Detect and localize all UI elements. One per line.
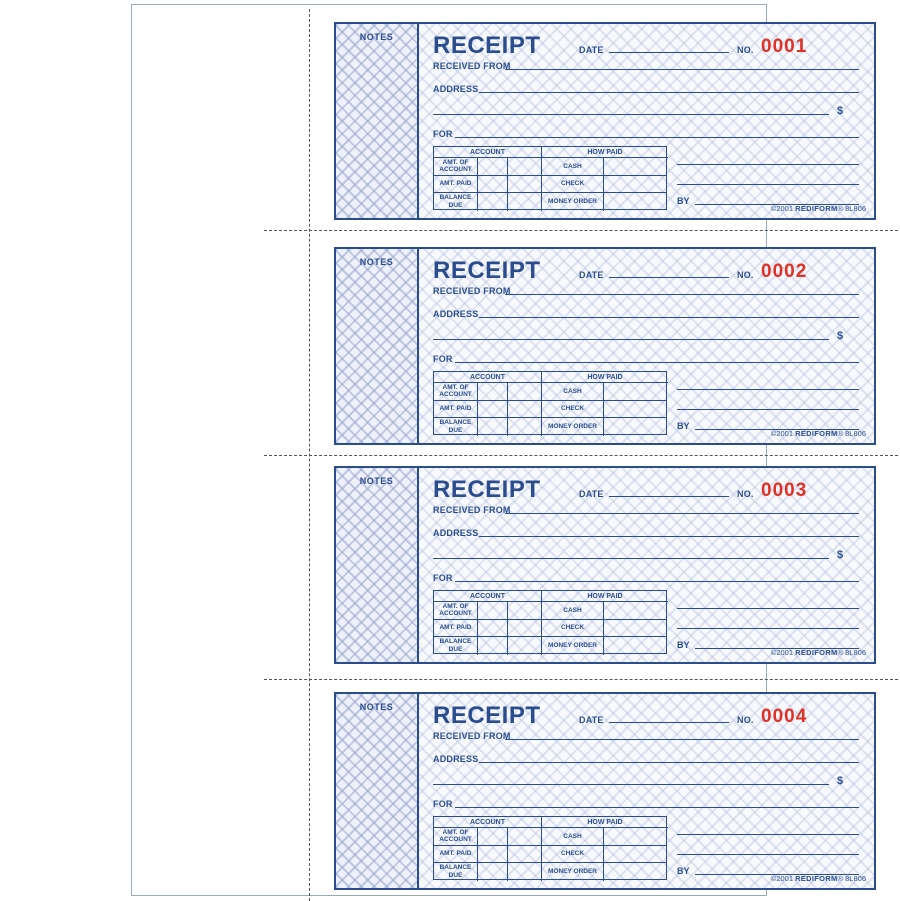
amount-cell[interactable] bbox=[478, 602, 508, 619]
address-line-2[interactable] bbox=[433, 558, 829, 559]
receipt-card bbox=[334, 247, 876, 445]
cents-cell[interactable] bbox=[508, 620, 542, 637]
notes-label: NOTES bbox=[359, 476, 394, 486]
address-label: ADDRESS bbox=[433, 84, 479, 94]
table-row bbox=[434, 637, 666, 655]
row-label-balance-due: BALANCE DUE bbox=[434, 637, 478, 655]
table-row bbox=[434, 846, 666, 864]
date-label: DATE bbox=[579, 489, 604, 499]
cents-cell[interactable] bbox=[508, 176, 542, 193]
row-label-check: CHECK bbox=[542, 620, 604, 637]
signature-line-1[interactable] bbox=[677, 608, 859, 609]
address-line-1[interactable] bbox=[479, 762, 859, 763]
address-line-1[interactable] bbox=[479, 92, 859, 93]
cents-cell[interactable] bbox=[508, 828, 542, 845]
date-line[interactable] bbox=[609, 722, 729, 723]
row-label-balance-due: BALANCE DUE bbox=[434, 193, 478, 211]
table-row bbox=[434, 383, 666, 401]
receipt-card bbox=[334, 692, 876, 890]
row-label-check: CHECK bbox=[542, 401, 604, 418]
receipt-title: RECEIPT bbox=[433, 702, 541, 729]
table-row bbox=[434, 158, 666, 176]
copyright-notice bbox=[771, 429, 866, 438]
row-label-amt-paid: AMT. PAID bbox=[434, 176, 478, 193]
copyright-notice bbox=[771, 874, 866, 883]
copyright-year: ©2001 bbox=[770, 429, 794, 438]
address-line-2[interactable] bbox=[433, 339, 829, 340]
table-row bbox=[434, 193, 666, 211]
how-paid-cell[interactable] bbox=[604, 863, 666, 881]
number-label: NO. bbox=[737, 489, 754, 499]
row-label-money-order: MONEY ORDER bbox=[542, 863, 604, 881]
receipt-body bbox=[419, 468, 874, 662]
payment-table bbox=[433, 146, 667, 210]
brand-name: REDIFORM bbox=[795, 204, 838, 213]
row-label-amt-paid: AMT. PAID bbox=[434, 846, 478, 863]
how-paid-cell[interactable] bbox=[604, 828, 666, 845]
how-paid-cell[interactable] bbox=[604, 383, 666, 400]
row-label-amt-of-account: AMT. OF ACCOUNT bbox=[434, 383, 478, 400]
amount-cell[interactable] bbox=[478, 383, 508, 400]
cents-cell[interactable] bbox=[508, 158, 542, 175]
notes-label: NOTES bbox=[359, 257, 394, 267]
how-paid-cell[interactable] bbox=[604, 637, 666, 655]
how-paid-cell[interactable] bbox=[604, 620, 666, 637]
signature-line-2[interactable] bbox=[677, 184, 859, 185]
payment-table bbox=[433, 816, 667, 880]
cents-cell[interactable] bbox=[508, 418, 542, 436]
payment-table bbox=[433, 371, 667, 435]
form-number: 8L806 bbox=[845, 204, 866, 213]
receipt-number: 0003 bbox=[761, 480, 808, 501]
table-row bbox=[434, 176, 666, 194]
received-from-line[interactable] bbox=[505, 69, 859, 70]
signature-line-2[interactable] bbox=[677, 628, 859, 629]
receipt-title: RECEIPT bbox=[433, 32, 541, 59]
how-paid-cell[interactable] bbox=[604, 176, 666, 193]
amount-cell[interactable] bbox=[478, 176, 508, 193]
table-header-how-paid: HOW PAID bbox=[542, 817, 668, 828]
copyright-notice bbox=[771, 648, 866, 657]
brand-name: REDIFORM bbox=[795, 648, 838, 657]
address-label: ADDRESS bbox=[433, 754, 479, 764]
for-label: FOR bbox=[433, 129, 453, 139]
received-from-line[interactable] bbox=[505, 739, 859, 740]
form-number: 8L806 bbox=[845, 648, 866, 657]
receipt-body bbox=[419, 24, 874, 218]
received-from-label: RECEIVED FROM bbox=[433, 505, 511, 515]
amount-cell[interactable] bbox=[478, 846, 508, 863]
dollar-sign: $ bbox=[837, 105, 844, 117]
form-number: 8L806 bbox=[845, 429, 866, 438]
by-label: BY bbox=[677, 866, 690, 876]
amount-cell[interactable] bbox=[478, 401, 508, 418]
registered-mark: ® bbox=[837, 648, 844, 657]
row-label-amt-of-account: AMT. OF ACCOUNT bbox=[434, 158, 478, 175]
cents-cell[interactable] bbox=[508, 863, 542, 881]
registered-mark: ® bbox=[837, 874, 844, 883]
row-label-money-order: MONEY ORDER bbox=[542, 193, 604, 211]
by-label: BY bbox=[677, 196, 690, 206]
table-row bbox=[434, 863, 666, 881]
notes-column bbox=[336, 694, 419, 888]
address-line-1[interactable] bbox=[479, 317, 859, 318]
date-label: DATE bbox=[579, 715, 604, 725]
payment-table bbox=[433, 590, 667, 654]
row-label-amt-paid: AMT. PAID bbox=[434, 401, 478, 418]
date-label: DATE bbox=[579, 45, 604, 55]
address-label: ADDRESS bbox=[433, 528, 479, 538]
cents-cell[interactable] bbox=[508, 602, 542, 619]
amount-cell[interactable] bbox=[478, 158, 508, 175]
row-label-balance-due: BALANCE DUE bbox=[434, 863, 478, 881]
address-line-1[interactable] bbox=[479, 536, 859, 537]
number-label: NO. bbox=[737, 45, 754, 55]
date-label: DATE bbox=[579, 270, 604, 280]
cents-cell[interactable] bbox=[508, 401, 542, 418]
table-row bbox=[434, 602, 666, 620]
row-label-cash: CASH bbox=[542, 602, 604, 619]
amount-cell[interactable] bbox=[478, 193, 508, 211]
received-from-label: RECEIVED FROM bbox=[433, 61, 511, 71]
row-label-money-order: MONEY ORDER bbox=[542, 418, 604, 436]
address-line-2[interactable] bbox=[433, 114, 829, 115]
dollar-sign: $ bbox=[837, 775, 844, 787]
receipt-number: 0002 bbox=[761, 261, 808, 282]
horizontal-perforation-line bbox=[264, 679, 898, 680]
row-label-balance-due: BALANCE DUE bbox=[434, 418, 478, 436]
number-label: NO. bbox=[737, 715, 754, 725]
signature-line-1[interactable] bbox=[677, 164, 859, 165]
cents-cell[interactable] bbox=[508, 193, 542, 211]
by-label: BY bbox=[677, 640, 690, 650]
amount-cell[interactable] bbox=[478, 620, 508, 637]
row-label-amt-paid: AMT. PAID bbox=[434, 620, 478, 637]
notes-column bbox=[336, 24, 419, 218]
signature-line-1[interactable] bbox=[677, 834, 859, 835]
table-header-account: ACCOUNT bbox=[434, 591, 542, 602]
received-from-label: RECEIVED FROM bbox=[433, 731, 511, 741]
row-label-amt-of-account: AMT. OF ACCOUNT bbox=[434, 602, 478, 619]
notes-label: NOTES bbox=[359, 32, 394, 42]
amount-cell[interactable] bbox=[478, 828, 508, 845]
registered-mark: ® bbox=[837, 429, 844, 438]
table-row bbox=[434, 620, 666, 638]
for-label: FOR bbox=[433, 354, 453, 364]
for-label: FOR bbox=[433, 573, 453, 583]
copyright-year: ©2001 bbox=[770, 648, 794, 657]
copyright-notice bbox=[771, 204, 866, 213]
how-paid-cell[interactable] bbox=[604, 193, 666, 211]
row-label-check: CHECK bbox=[542, 176, 604, 193]
table-header-account: ACCOUNT bbox=[434, 147, 542, 158]
for-line[interactable] bbox=[455, 807, 859, 808]
receipt-title: RECEIPT bbox=[433, 257, 541, 284]
how-paid-cell[interactable] bbox=[604, 401, 666, 418]
for-line[interactable] bbox=[455, 581, 859, 582]
how-paid-cell[interactable] bbox=[604, 846, 666, 863]
for-label: FOR bbox=[433, 799, 453, 809]
table-header-how-paid: HOW PAID bbox=[542, 372, 668, 383]
brand-name: REDIFORM bbox=[795, 429, 838, 438]
notes-column bbox=[336, 468, 419, 662]
signature-line-2[interactable] bbox=[677, 854, 859, 855]
row-label-cash: CASH bbox=[542, 383, 604, 400]
receipt-number: 0004 bbox=[761, 706, 808, 727]
received-from-line[interactable] bbox=[505, 513, 859, 514]
table-row bbox=[434, 418, 666, 436]
cents-cell[interactable] bbox=[508, 846, 542, 863]
how-paid-cell[interactable] bbox=[604, 418, 666, 436]
for-line[interactable] bbox=[455, 137, 859, 138]
by-label: BY bbox=[677, 421, 690, 431]
for-line[interactable] bbox=[455, 362, 859, 363]
receipt-card bbox=[334, 466, 876, 664]
table-header-how-paid: HOW PAID bbox=[542, 147, 668, 158]
date-line[interactable] bbox=[609, 496, 729, 497]
receipt-sheet bbox=[131, 4, 866, 896]
notes-label: NOTES bbox=[359, 702, 394, 712]
table-row bbox=[434, 828, 666, 846]
receipt-card bbox=[334, 22, 876, 220]
registered-mark: ® bbox=[837, 204, 844, 213]
signature-line-2[interactable] bbox=[677, 409, 859, 410]
copyright-year: ©2001 bbox=[770, 874, 794, 883]
table-row bbox=[434, 401, 666, 419]
receipt-body bbox=[419, 249, 874, 443]
notes-column bbox=[336, 249, 419, 443]
row-label-amt-of-account: AMT. OF ACCOUNT bbox=[434, 828, 478, 845]
copyright-year: ©2001 bbox=[770, 204, 794, 213]
horizontal-perforation-line bbox=[264, 230, 898, 231]
number-label: NO. bbox=[737, 270, 754, 280]
row-label-cash: CASH bbox=[542, 828, 604, 845]
table-header-how-paid: HOW PAID bbox=[542, 591, 668, 602]
receipt-body bbox=[419, 694, 874, 888]
address-line-2[interactable] bbox=[433, 784, 829, 785]
signature-line-1[interactable] bbox=[677, 389, 859, 390]
brand-name: REDIFORM bbox=[795, 874, 838, 883]
receipt-number: 0001 bbox=[761, 36, 808, 57]
table-header-account: ACCOUNT bbox=[434, 372, 542, 383]
row-label-money-order: MONEY ORDER bbox=[542, 637, 604, 655]
date-line[interactable] bbox=[609, 52, 729, 53]
cents-cell[interactable] bbox=[508, 383, 542, 400]
received-from-label: RECEIVED FROM bbox=[433, 286, 511, 296]
address-label: ADDRESS bbox=[433, 309, 479, 319]
amount-cell[interactable] bbox=[478, 863, 508, 881]
amount-cell[interactable] bbox=[478, 418, 508, 436]
how-paid-cell[interactable] bbox=[604, 602, 666, 619]
form-number: 8L806 bbox=[845, 874, 866, 883]
row-label-check: CHECK bbox=[542, 846, 604, 863]
horizontal-perforation-line bbox=[264, 455, 898, 456]
row-label-cash: CASH bbox=[542, 158, 604, 175]
amount-cell[interactable] bbox=[478, 637, 508, 655]
received-from-line[interactable] bbox=[505, 294, 859, 295]
table-header-account: ACCOUNT bbox=[434, 817, 542, 828]
date-line[interactable] bbox=[609, 277, 729, 278]
dollar-sign: $ bbox=[837, 330, 844, 342]
cents-cell[interactable] bbox=[508, 637, 542, 655]
dollar-sign: $ bbox=[837, 549, 844, 561]
receipt-title: RECEIPT bbox=[433, 476, 541, 503]
how-paid-cell[interactable] bbox=[604, 158, 666, 175]
